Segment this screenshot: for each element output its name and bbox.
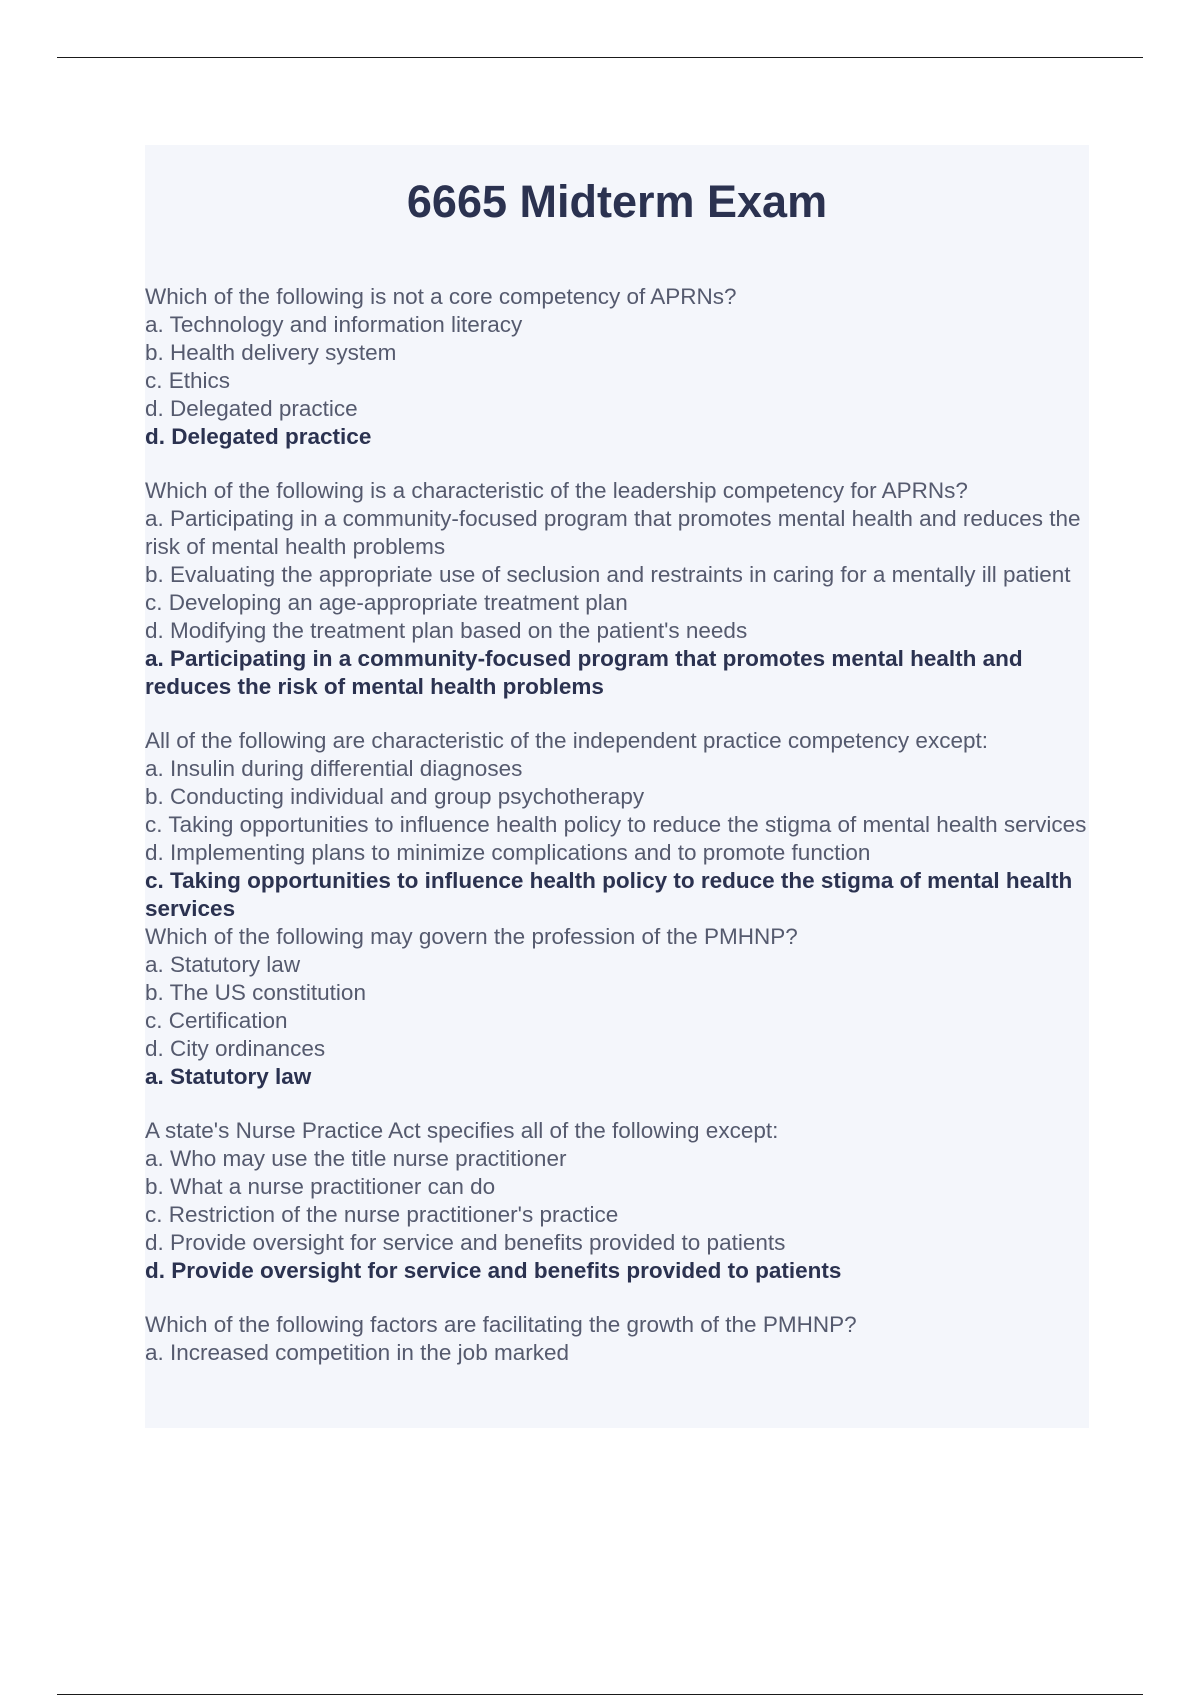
question-block (145, 727, 1089, 923)
page-title: 6665 Midterm Exam (406, 176, 828, 227)
header-rule (57, 57, 1143, 58)
correct-answer: a. Participating in a community-focused program that promotes mental health and reduces the risk of mental health problems (145, 646, 1023, 699)
exam-page (145, 145, 1089, 1428)
answer-option: a. Statutory law (145, 952, 301, 977)
question-block (145, 1311, 1089, 1367)
answer-option: c. Ethics (145, 368, 231, 393)
answer-option: d. City ordinances (145, 1036, 326, 1061)
answer-option: c. Developing an age-appropriate treatment plan (145, 590, 628, 615)
question-prompt: A state's Nurse Practice Act specifies all of the following except: (145, 1118, 779, 1143)
question-block (145, 477, 1089, 701)
correct-answer: d. Delegated practice (145, 424, 372, 449)
question-block (145, 283, 1089, 451)
answer-option: b. The US constitution (145, 980, 366, 1005)
question-prompt: All of the following are characteristic of the independent practice competency except: (145, 728, 988, 753)
answer-option: a. Who may use the title nurse practitioner (145, 1146, 567, 1171)
answer-option: b. Evaluating the appropriate use of seclusion and restraints in caring for a mentally ill patient (145, 562, 1071, 587)
question-block (145, 1117, 1089, 1285)
answer-option: d. Provide oversight for service and benefits provided to patients (145, 1230, 786, 1255)
answer-option: c. Taking opportunities to influence health policy to reduce the stigma of mental health services (145, 812, 1087, 837)
answer-option: c. Certification (145, 1008, 288, 1033)
correct-answer: a. Statutory law (145, 1064, 312, 1089)
answer-option: b. Conducting individual and group psychotherapy (145, 784, 645, 809)
correct-answer: c. Taking opportunities to influence health policy to reduce the stigma of mental health services (145, 868, 1073, 921)
answer-option: d. Modifying the treatment plan based on the patient's needs (145, 618, 748, 643)
footer-rule (57, 1694, 1143, 1695)
answer-option: a. Technology and information literacy (145, 312, 523, 337)
answer-option: a. Increased competition in the job marked (145, 1340, 569, 1365)
question-block (145, 923, 1089, 1091)
answer-option: d. Implementing plans to minimize complications and to promote function (145, 840, 871, 865)
answer-option: c. Restriction of the nurse practitioner's practice (145, 1202, 619, 1227)
question-prompt: Which of the following is not a core competency of APRNs? (145, 284, 737, 309)
answer-option: a. Insulin during differential diagnoses (145, 756, 523, 781)
question-prompt: Which of the following is a characteristic of the leadership competency for APRNs? (145, 478, 968, 503)
answer-option: d. Delegated practice (145, 396, 358, 421)
question-prompt: Which of the following may govern the profession of the PMHNP? (145, 924, 798, 949)
answer-option: b. What a nurse practitioner can do (145, 1174, 496, 1199)
answer-option: b. Health delivery system (145, 340, 397, 365)
answer-option: a. Participating in a community-focused program that promotes mental health and reduces the risk of mental health problems (145, 506, 1081, 559)
correct-answer: d. Provide oversight for service and benefits provided to patients (145, 1258, 842, 1283)
question-list (145, 283, 1089, 1367)
question-prompt: Which of the following factors are facilitating the growth of the PMHNP? (145, 1312, 857, 1337)
